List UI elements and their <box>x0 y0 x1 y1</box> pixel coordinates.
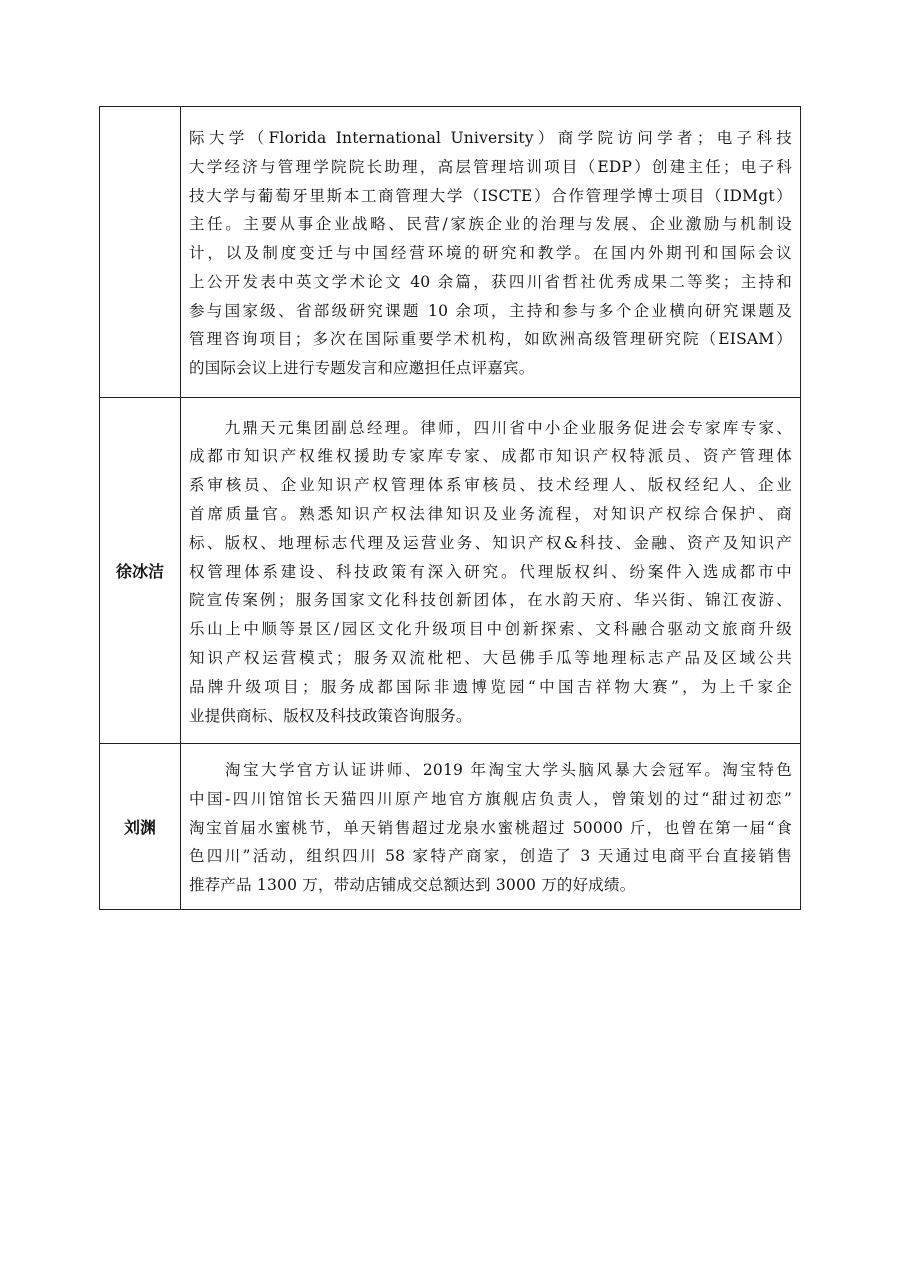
table-row <box>100 107 801 398</box>
name-cell <box>100 744 181 910</box>
description-line: 际大学（Florida International University）商学院访问学者；电子科技 <box>189 128 792 147</box>
description-line: 首席质量官。熟悉知识产权法律知识及业务流程，对知识产权综合保护、商 <box>189 505 792 523</box>
description-line: 大学经济与管理学院院长助理，高层管理培训项目（EDP）创建主任；电子科 <box>189 157 792 176</box>
description-line: 管理咨询项目；多次在国际重要学术机构，如欧洲高级管理研究院（EISAM） <box>189 330 792 349</box>
description-cell <box>181 744 801 910</box>
description-line: 推荐产品 1300 万，带动店铺成交总额达到 3000 万的好成绩。 <box>189 876 636 895</box>
description-line: 主任。主要从事企业战略、民营/家族企业的治理与发展、企业激励与机制设 <box>189 215 792 234</box>
description-line: 色四川”活动，组织四川 58 家特产商家，创造了 3 天通过电商平台直接销售 <box>189 847 792 866</box>
name-cell <box>100 398 181 744</box>
description-line: 计，以及制度变迁与中国经营环境的研究和教学。在国内外期刊和国际会议 <box>189 244 792 263</box>
description-cell <box>181 107 801 398</box>
table-row <box>100 744 801 910</box>
profile-table <box>99 106 801 910</box>
description-line: 标、版权、地理标志代理及运营业务、知识产权&科技、金融、资产及知识产 <box>189 533 792 552</box>
name-cell <box>100 107 181 398</box>
description-line: 的国际会议上进行专题发言和应邀担任点评嘉宾。 <box>189 359 535 378</box>
description-line: 九鼎天元集团副总经理。律师，四川省中小企业服务促进会专家库专家、 <box>189 418 792 437</box>
table-row <box>100 398 801 744</box>
description-line: 知识产权运营模式；服务双流枇杷、大邑佛手瓜等地理标志产品及区域公共 <box>189 648 792 667</box>
description-line: 品牌升级项目；服务成都国际非遗博览园“中国吉祥物大赛”，为上千家企 <box>189 677 792 696</box>
description-line: 淘宝大学官方认证讲师、2019 年淘宝大学头脑风暴大会冠军。淘宝特色 <box>189 761 792 779</box>
description-line: 业提供商标、版权及科技政策咨询服务。 <box>189 706 472 725</box>
description-line: 成都市知识产权维权援助专家库专家、成都市知识产权特派员、资产管理体 <box>189 447 792 466</box>
description-line: 院宣传案例；服务国家文化科技创新团体，在水韵天府、华兴街、锦江夜游、 <box>189 591 792 610</box>
description-line: 乐山上中顺等景区/园区文化升级项目中创新探索、文科融合驱动文旅商升级 <box>189 620 792 639</box>
description-line: 淘宝首届水蜜桃节，单天销售超过龙泉水蜜桃超过 50000 斤，也曾在第一届“食 <box>189 818 792 837</box>
description-cell <box>181 398 801 744</box>
description-line: 上公开发表中英文学术论文 40 余篇，获四川省哲社优秀成果二等奖；主持和 <box>189 272 792 291</box>
person-name: 徐冰洁 <box>115 562 164 581</box>
description-line: 权管理体系建设、科技政策有深入研究。代理版权纠、纷案件入选成都市中 <box>189 562 792 581</box>
description-line: 系审核员、企业知识产权管理体系审核员、技术经理人、版权经纪人、企业 <box>189 476 792 495</box>
description-line: 参与国家级、省部级研究课题 10 余项，主持和参与多个企业横向研究课题及 <box>189 301 792 320</box>
description-line: 中国-四川馆馆长天猫四川原产地官方旗舰店负责人，曾策划的过“甜过初恋” <box>189 789 792 808</box>
person-name: 刘渊 <box>123 818 156 837</box>
description-line: 技大学与葡萄牙里斯本工商管理大学（ISCTE）合作管理学博士项目（IDMgt） <box>189 186 792 205</box>
